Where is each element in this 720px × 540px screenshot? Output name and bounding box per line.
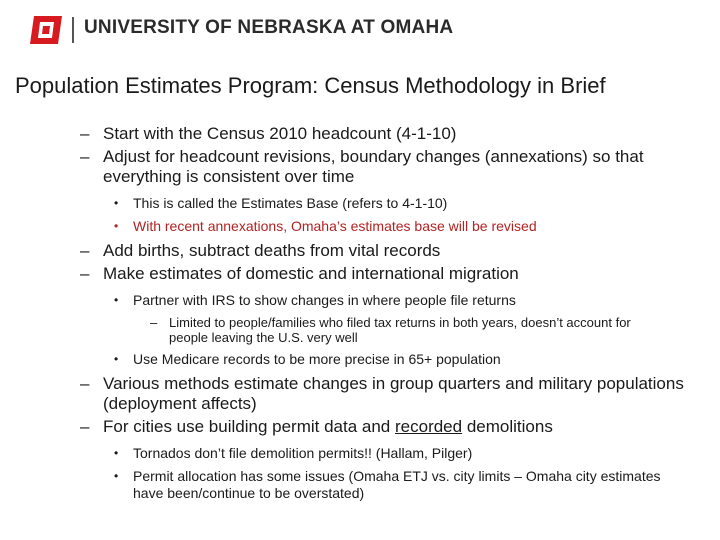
bullet-marker: •: [114, 219, 119, 233]
underlined-word: recorded: [395, 417, 463, 436]
dash-marker: –: [80, 241, 90, 260]
subbullet-tornados: • Tornados don’t file demolition permits!! (Hallam, Pilger): [114, 445, 473, 461]
bullet-marker: •: [114, 446, 119, 460]
bullet-adjust-revisions: – Adjust for headcount revisions, boundary changes (annexations) so that everything is consistent over time: [80, 147, 644, 186]
dash-marker: –: [80, 124, 90, 143]
dash-marker: –: [80, 147, 90, 166]
unomaha-o-logo-icon: [26, 12, 66, 48]
slide-content: [0, 124, 720, 508]
dash-marker: –: [80, 417, 90, 436]
bullet-births-deaths: – Add births, subtract deaths from vital records: [80, 241, 441, 260]
dash-marker: –: [80, 264, 90, 283]
subbullet-medicare-records: • Use Medicare records to be more precise in 65+ population: [114, 351, 501, 367]
header-divider: [72, 17, 74, 43]
bullet-marker: •: [114, 352, 119, 366]
subbullet-irs-partner: • Partner with IRS to show changes in where people file returns: [114, 292, 516, 308]
header: [0, 0, 720, 62]
slide-title: Population Estimates Program: Census Methodology in Brief: [15, 73, 606, 98]
university-name: UNIVERSITY OF NEBRASKA AT OMAHA: [84, 17, 454, 38]
detail-tax-returns-limit: – Limited to people/families who filed tax returns in both years, doesn’t account for people leaving the U.S. very well: [150, 315, 631, 345]
subbullet-estimates-base: • This is called the Estimates Base (refers to 4-1-10): [114, 195, 448, 211]
bullet-census-headcount: – Start with the Census 2010 headcount (4-1-10): [80, 124, 457, 143]
bullet-building-permits: – For cities use building permit data and recorded demolitions: [80, 417, 553, 436]
subbullet-omaha-annexations: • With recent annexations, Omaha’s estimates base will be revised: [114, 218, 537, 234]
bullet-marker: •: [114, 196, 119, 210]
bullet-marker: •: [114, 469, 119, 483]
subbullet-permit-allocation: • Permit allocation has some issues (Omaha ETJ vs. city limits – Omaha city estimates have been/continue to be overstated): [114, 468, 661, 501]
dash-marker: –: [150, 315, 158, 330]
bullet-marker: •: [114, 293, 119, 307]
bullet-migration: – Make estimates of domestic and international migration: [80, 264, 519, 283]
bullet-group-quarters: – Various methods estimate changes in group quarters and military populations (deployment affects): [80, 374, 684, 413]
dash-marker: –: [80, 374, 90, 393]
